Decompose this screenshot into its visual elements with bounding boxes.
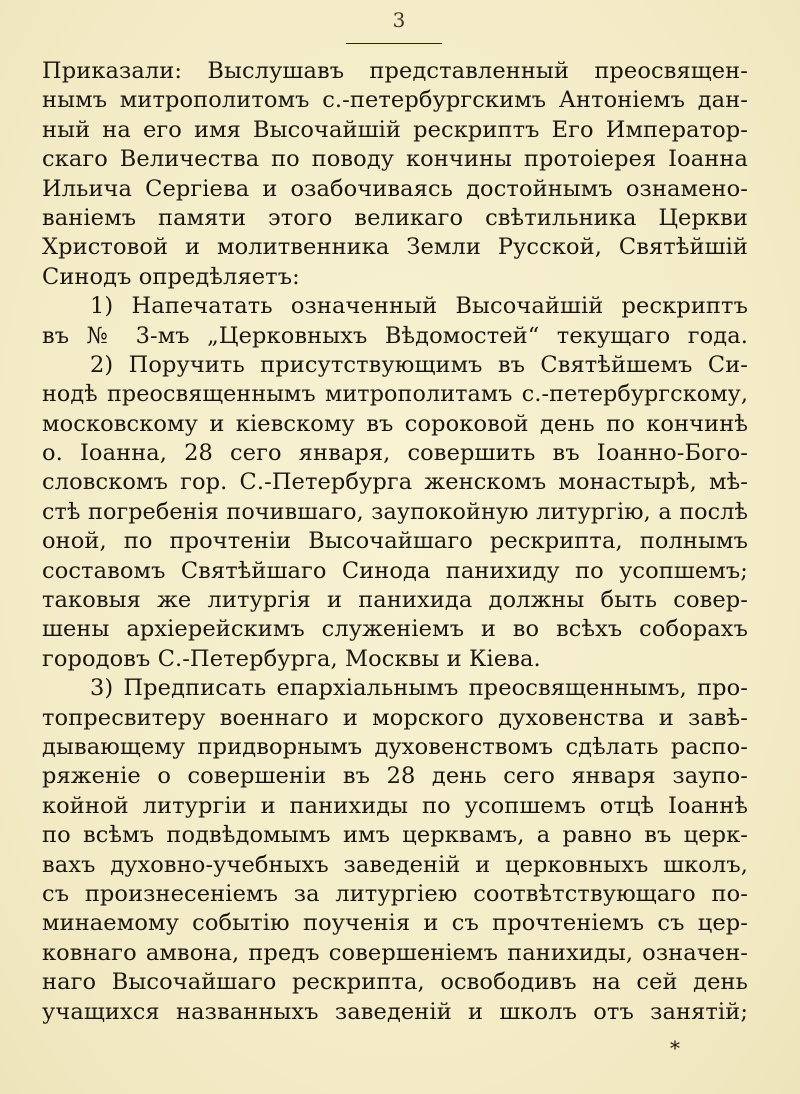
text-line: словскомъ гор. С.-Петербурга женскомъ монастырѣ, мѣ-	[42, 469, 748, 496]
text-line: скаго Величества по поводу кончины протоіерея Іоанна	[42, 146, 748, 173]
text-line: нымъ митрополитомъ с.-петербургскимъ Антоніемъ дан-	[42, 87, 748, 114]
text-line: минаемому событію поученія и съ прочтеніемъ съ цер-	[42, 910, 748, 937]
text-line: нодѣ преосвященнымъ митрополитамъ с.-петербургскому,	[42, 381, 748, 408]
text-line: дывающему придворнымъ духовенствомъ сдѣлать распо-	[42, 733, 748, 760]
text-line: шены архіерейскимъ служеніемъ и во всѣхъ соборахъ	[42, 616, 748, 643]
text-line: по всѣмъ подвѣдомымъ имъ церквамъ, а равно въ церк-	[42, 822, 748, 849]
text-line: Ильича Сергіева и озабочиваясь достойнымъ ознамено-	[42, 175, 748, 202]
footer-asterisk: *	[670, 1036, 680, 1060]
text-line: съ произнесеніемъ за литургіею соотвѣтствующаго по-	[42, 880, 748, 907]
text-line: ный на его имя Высочайшій рескриптъ Его Император-	[42, 116, 748, 143]
text-line: вахъ духовно-учебныхъ заведеній и церковныхъ школъ,	[42, 851, 748, 878]
text-line: составомъ Святѣйшаго Синода панихиду по усопшемъ;	[42, 557, 748, 584]
body-text	[42, 57, 748, 1027]
text-line: ваніемъ памяти этого великаго свѣтильника Церкви	[42, 204, 748, 231]
text-line: 1) Напечатать означенный Высочайшій рескриптъ	[90, 293, 748, 320]
text-line: городовъ С.-Петербурга, Москвы и Кіева.	[42, 645, 541, 672]
text-line: койной литургіи и панихиды по усопшемъ отцѣ Іоаннѣ	[42, 792, 748, 819]
text-line: таковыя же литургія и панихида должны быть совер-	[42, 587, 748, 614]
text-line: въ № 3-мъ „Церковныхъ Вѣдомостей“ текущаго года.	[42, 322, 748, 349]
text-line: 2) Поручить присутствующимъ въ Святѣйшемъ Си-	[90, 351, 748, 378]
page-number: 3	[392, 8, 406, 32]
text-line: стѣ погребенія почившаго, заупокойную литургію, а послѣ	[42, 498, 748, 525]
text-line: 3) Предписать епархіальнымъ преосвященнымъ, про-	[90, 675, 748, 702]
text-line: Синодъ опредѣляетъ:	[42, 263, 300, 290]
text-line: московскому и кіевскому въ сороковой день по кончинѣ	[42, 410, 748, 437]
text-line: оной, по прочтеніи Высочайшаго рескрипта, полнымъ	[42, 528, 748, 555]
text-line: о. Іоанна, 28 сего января, совершить въ Іоанно-Бого-	[42, 440, 748, 467]
header-rule	[346, 43, 442, 44]
text-line: ряженіе о совершеніи въ 28 день сего января заупо-	[42, 763, 748, 790]
text-line: Приказали: Выслушавъ представленный преосвящен-	[42, 58, 748, 84]
text-line: ковнаго амвона, предъ совершеніемъ панихиды, означен-	[42, 939, 748, 966]
text-line: Христовой и молитвенника Земли Русской, Святѣйшій	[42, 234, 748, 261]
text-line: наго Высочайшаго рескрипта, освободивъ на сей день	[42, 969, 748, 996]
text-line: учащихся названныхъ заведеній и школъ отъ занятій;	[42, 998, 748, 1025]
text-line: топресвитеру военнаго и морского духовенства и завѣ-	[42, 704, 748, 731]
